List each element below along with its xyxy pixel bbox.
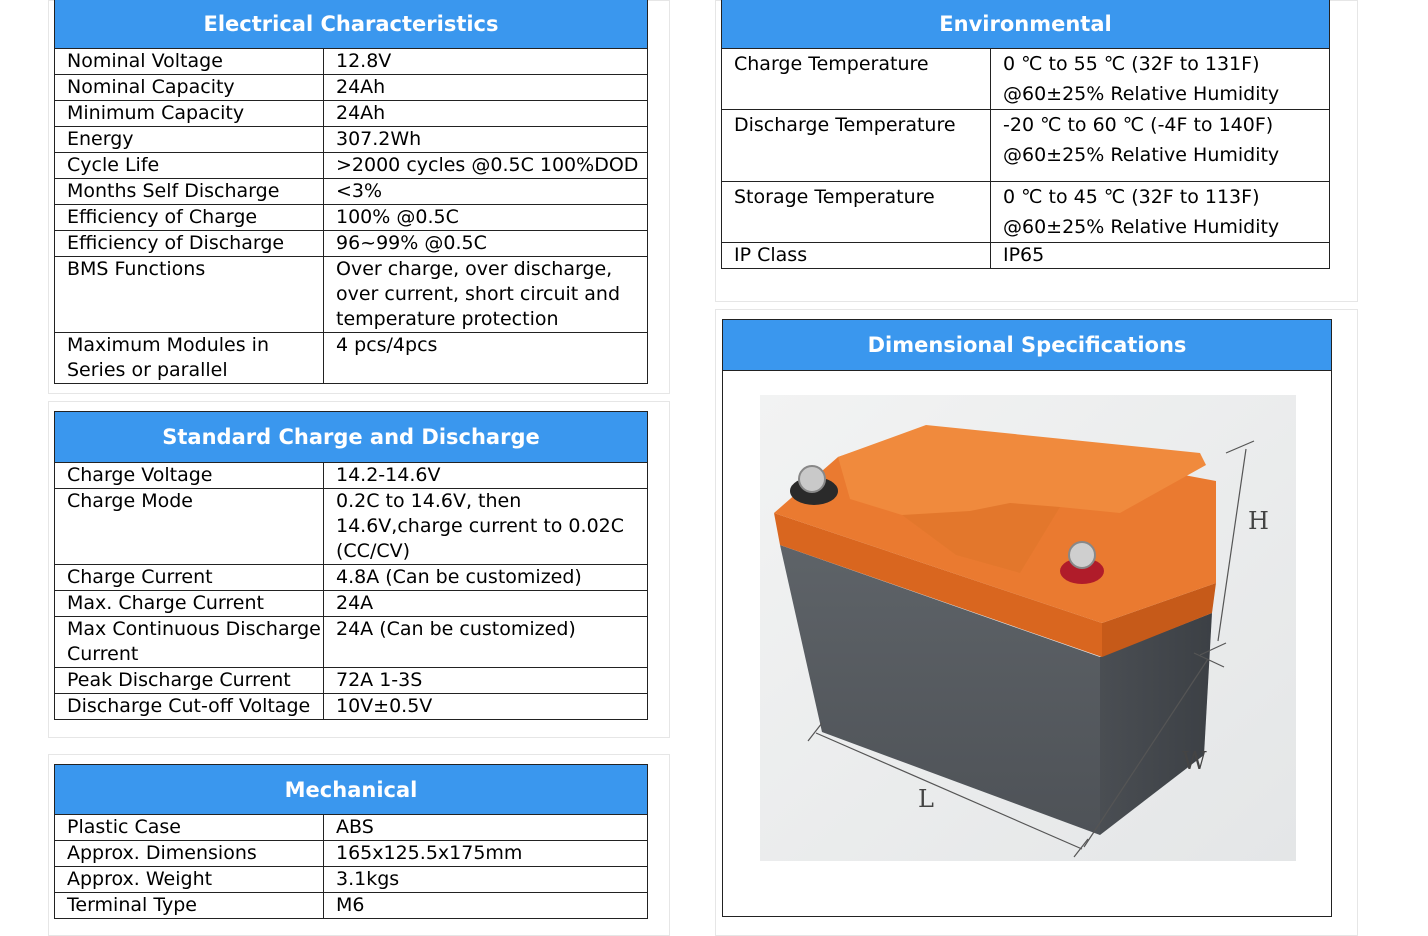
spec-value: 0 ℃ to 45 ℃ (32F to 113F) @60±25% Relative Humidity [991, 182, 1330, 243]
spec-label: Charge Current [55, 565, 324, 591]
spec-label: Approx. Dimensions [55, 841, 324, 867]
standard-title: Standard Charge and Discharge [55, 412, 648, 463]
spec-label: Months Self Discharge [55, 179, 324, 205]
spec-label: Charge Temperature [722, 49, 991, 110]
spec-value: 12.8V [324, 49, 648, 75]
spec-label: Peak Discharge Current [55, 668, 324, 694]
spec-label: Storage Temperature [722, 182, 991, 243]
spec-value: 0.2C to 14.6V, then 14.6V,charge current to 0.02C (CC/CV) [324, 489, 648, 565]
spec-label: Minimum Capacity [55, 101, 324, 127]
spec-value: Over charge, over discharge, over current, short circuit and temperature protection [324, 257, 648, 333]
spec-label: Plastic Case [55, 815, 324, 841]
spec-label: Efficiency of Charge [55, 205, 324, 231]
spec-value: <3% [324, 179, 648, 205]
spec-value: 4.8A (Can be customized) [324, 565, 648, 591]
dimensional-panel [722, 319, 1332, 917]
electrical-table [54, 0, 648, 384]
spec-label: Charge Voltage [55, 463, 324, 489]
spec-value: IP65 [991, 243, 1330, 269]
spec-value: 24Ah [324, 101, 648, 127]
spec-label: Approx. Weight [55, 867, 324, 893]
spec-value: 24A (Can be customized) [324, 617, 648, 668]
terminal-negative-bolt [799, 466, 825, 492]
spec-label: Terminal Type [55, 893, 324, 919]
spec-value: 72A 1-3S [324, 668, 648, 694]
spec-label: Charge Mode [55, 489, 324, 565]
spec-value: 14.2-14.6V [324, 463, 648, 489]
spec-label: Energy [55, 127, 324, 153]
spec-label: Nominal Capacity [55, 75, 324, 101]
spec-label: Cycle Life [55, 153, 324, 179]
mechanical-title: Mechanical [55, 765, 648, 815]
dimensional-title: Dimensional Specifications [723, 320, 1331, 371]
spec-value: >2000 cycles @0.5C 100%DOD [324, 153, 648, 179]
battery-photo [760, 395, 1296, 861]
dimension-label-h: H [1248, 507, 1269, 535]
spec-label: Maximum Modules in Series or parallel [55, 333, 324, 384]
spec-label: Discharge Temperature [722, 110, 991, 182]
dimension-label-w: W [1182, 747, 1207, 775]
spec-value: 24Ah [324, 75, 648, 101]
spec-label: Max Continuous Discharge Current [55, 617, 324, 668]
spec-label: Nominal Voltage [55, 49, 324, 75]
spec-value: 165x125.5x175mm [324, 841, 648, 867]
terminal-positive-bolt [1069, 542, 1095, 568]
mechanical-table [54, 764, 648, 919]
standard-table [54, 411, 648, 720]
spec-value: -20 ℃ to 60 ℃ (-4F to 140F) @60±25% Relative Humidity [991, 110, 1330, 182]
spec-value: 100% @0.5C [324, 205, 648, 231]
spec-label: Efficiency of Discharge [55, 231, 324, 257]
spec-value: 96~99% @0.5C [324, 231, 648, 257]
spec-value: ABS [324, 815, 648, 841]
spec-value: 24A [324, 591, 648, 617]
spec-value: 0 ℃ to 55 ℃ (32F to 131F) @60±25% Relative Humidity [991, 49, 1330, 110]
environmental-table [721, 0, 1330, 269]
environmental-title: Environmental [722, 0, 1330, 49]
spec-value: 307.2Wh [324, 127, 648, 153]
spec-label: Discharge Cut-off Voltage [55, 694, 324, 720]
spec-label: Max. Charge Current [55, 591, 324, 617]
electrical-title: Electrical Characteristics [55, 0, 648, 49]
spec-value: 10V±0.5V [324, 694, 648, 720]
spec-value: 4 pcs/4pcs [324, 333, 648, 384]
spec-value: 3.1kgs [324, 867, 648, 893]
dimension-label-l: L [918, 785, 934, 813]
spec-label: IP Class [722, 243, 991, 269]
spec-label: BMS Functions [55, 257, 324, 333]
spec-value: M6 [324, 893, 648, 919]
